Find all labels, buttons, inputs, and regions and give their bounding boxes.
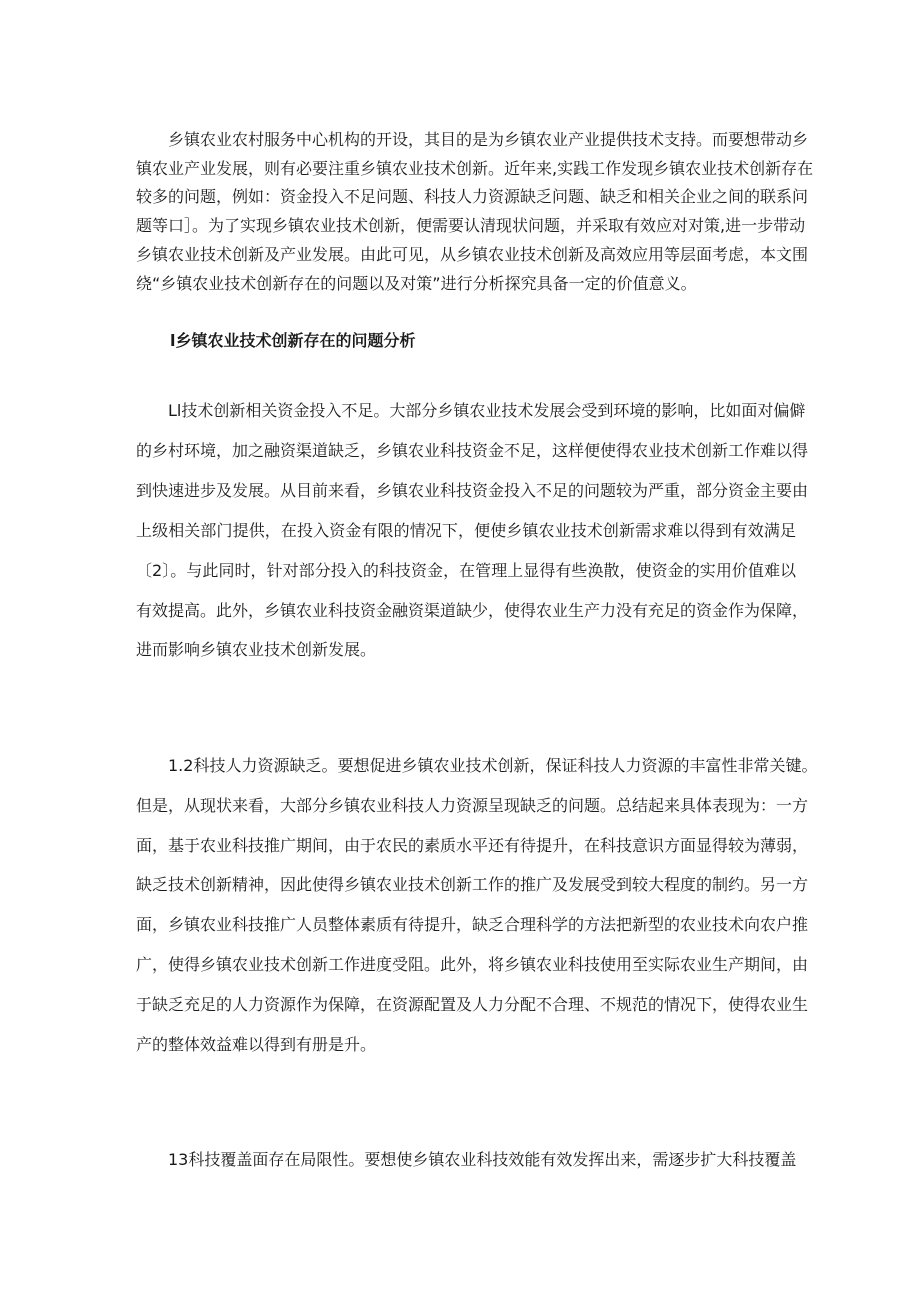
p12-line-3: 面，基于农业科技推广期间，由于农民的素质水平还有待提升，在科技意识方面显得较为薄弱，: [136, 835, 809, 855]
section-heading: l乡镇农业技术创新存在的问题分析: [170, 331, 416, 350]
intro-line-5: 乡镇农业技术创新及产业发展。由此可见，从乡镇农业技术创新及高效应用等层面考虑，本文围: [136, 244, 809, 264]
paragraph-1-2: [136, 746, 818, 1064]
p12-line-4: 缺乏技术创新精神，因此使得乡镇农业技术创新工作的推广及发展受到较大程度的制约。另一方: [136, 875, 809, 895]
intro-line-3: 较多的问题，例如：资金投入不足问题、科技人力资源缺乏问题、缺乏和相关企业之间的联系问: [136, 187, 809, 207]
intro-line-1: 乡镇农业农村服务中心机构的开设，其目的是为乡镇农业产业提供技术支持。而要想带动乡: [168, 130, 809, 149]
p11-line-2: 的乡村环境，加之融资渠道缺乏，乡镇农业科技资金不足，这样便使得农业技术创新工作难以得: [136, 440, 809, 460]
p11-line-6: 有效提高。此外，乡镇农业科技资金融资渠道缺少，使得农业生产力没有充足的资金作为保障，: [136, 600, 809, 620]
p11-line-4: 上级相关部门提供，在投入资金有限的情况下，便使乡镇农业技术创新需求难以得到有效满足: [136, 520, 796, 540]
p11-line-1: Ll技术创新相关资金投入不足。大部分乡镇农业技术发展会受到环境的影响，比如面对偏僻: [168, 401, 806, 420]
p12-line-2: 但是，从现状来看，大部分乡镇农业科技人力资源呈现缺乏的问题。总结起来具体表现为：一方: [136, 795, 809, 815]
p12-line-1: 1.2科技人力资源缺乏。要想促进乡镇农业技术创新，保证科技人力资源的丰富性非常关键。: [168, 756, 818, 775]
intro-line-4: 题等口］。为了实现乡镇农业技术创新，便需要认清现状问题，并采取有效应对对策,进一步带动: [136, 216, 806, 236]
p11-line-5: 〔2〕。与此同时，针对部分投入的科技资金，在管理上显得有些涣散，使资金的实用价值难以: [136, 560, 796, 580]
intro-paragraph: [136, 126, 814, 298]
p13-line-1: 13科技覆盖面存在局限性。要想使乡镇农业科技效能有效发挥出来，需逐步扩大科技覆盖: [168, 1150, 797, 1169]
p11-line-3: 到快速进步及发展。从目前来看，乡镇农业科技资金投入不足的问题较为严重，部分资金主要由: [136, 480, 809, 500]
paragraph-1-3: [136, 1140, 796, 1180]
p12-line-6: 广，使得乡镇农业技术创新工作进度受阻。此外，将乡镇农业科技使用至实际农业生产期间，由: [136, 954, 809, 974]
intro-line-6: 绕“乡镇农业技术创新存在的问题以及对策”进行分析探究具备一定的价值意义。: [136, 273, 697, 293]
p12-line-7: 于缺乏充足的人力资源作为保障，在资源配置及人力分配不合理、不规范的情况下，使得农业生: [136, 994, 809, 1014]
paragraph-1-1: [136, 391, 809, 670]
p12-line-8: 产的整体效益难以得到有册是升。: [136, 1034, 377, 1054]
p11-line-7: 进而影响乡镇农业技术创新发展。: [136, 640, 377, 660]
p12-line-5: 面，乡镇农业科技推广人员整体素质有待提升，缺乏合理科学的方法把新型的农业技术向农户推: [136, 915, 809, 935]
intro-line-2: 镇农业产业发展，则有必要注重乡镇农业技术创新。近年来,实践工作发现乡镇农业技术创新存在: [136, 158, 814, 178]
